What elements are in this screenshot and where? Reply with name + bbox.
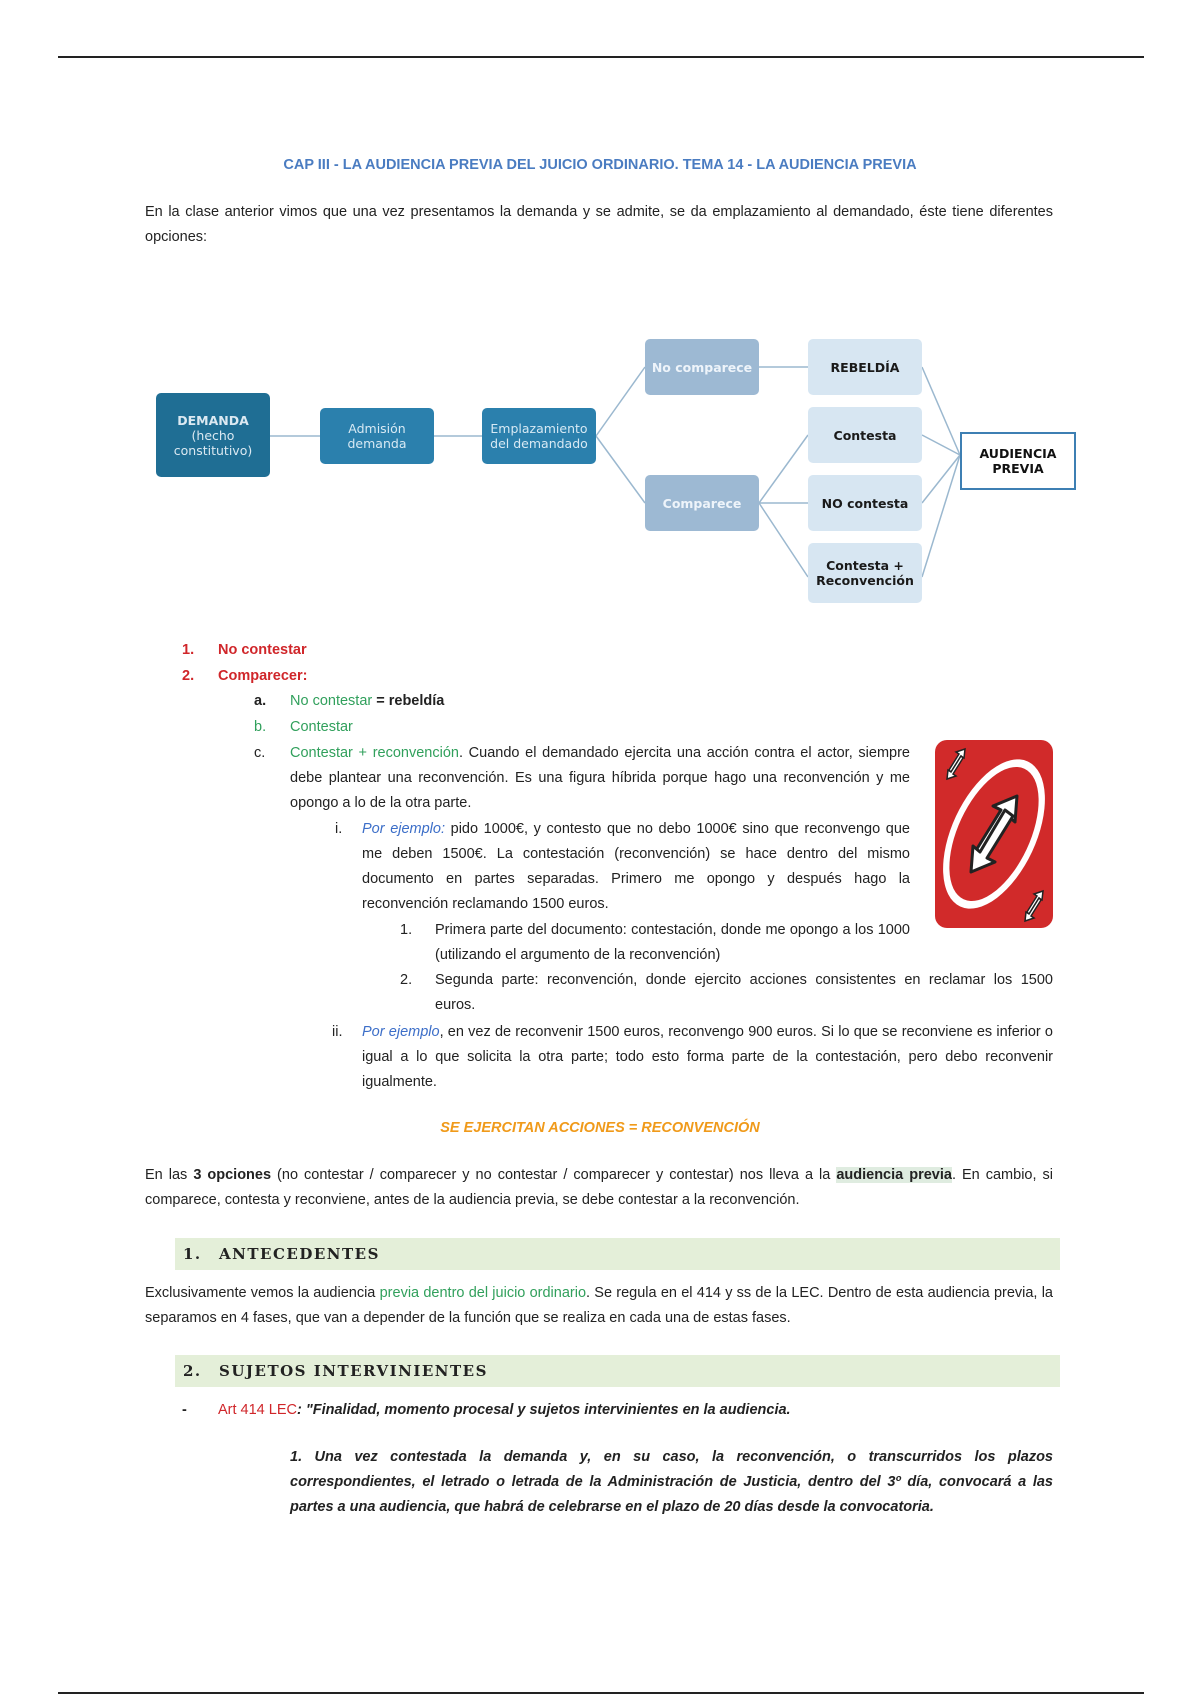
node-no-comparece: No comparece: [645, 339, 759, 395]
antecedentes-paragraph: Exclusivamente vemos la audiencia previa dentro del juicio ordinario. Se regula en el 414 y ss de la LEC. Dentro de esta audiencia previa, la separamos en 4 fases, que van a depender de la función que se realiza en cada una de estas fases.: [145, 1285, 1053, 1326]
flow-diagram: [145, 325, 1085, 615]
node-admision: Admisión demanda: [320, 408, 434, 464]
uno-reverse-card: [935, 740, 1053, 928]
section-heading-antecedentes: 1. ANTECEDENTES: [175, 1238, 1060, 1270]
section-heading-sujetos: 2. SUJETOS INTERVINIENTES: [175, 1355, 1060, 1387]
node-audiencia-previa: AUDIENCIA PREVIA: [960, 432, 1076, 490]
node-rebeldia: REBELDÍA: [808, 339, 922, 395]
node-comparece: Comparece: [645, 475, 759, 531]
node-no-contesta: NO contesta: [808, 475, 922, 531]
node-contesta-reconvencion: Contesta + Reconvención: [808, 543, 922, 603]
reverse-arrows-icon: [935, 740, 1053, 928]
options-summary-paragraph: En las 3 opciones (no contestar / comparecer y no contestar / comparecer y contestar) nos lleva a la audiencia previa. En cambio, si comparece, contesta y reconviene, antes de la audiencia previa, se debe contestar a la reconvención.: [145, 1167, 1053, 1208]
diagram-connectors: [145, 325, 1085, 615]
center-note: SE EJERCITAN ACCIONES = RECONVENCIÓN: [440, 1120, 760, 1136]
page-title: CAP III - LA AUDIENCIA PREVIA DEL JUICIO ORDINARIO. TEMA 14 - LA AUDIENCIA PREVIA: [283, 157, 917, 173]
node-contesta: Contesta: [808, 407, 922, 463]
article-quote: 1. Una vez contestada la demanda y, en su caso, la reconvención, o transcurridos los plazos correspondientes, el letrado o letrada de la Administración de Justicia, dentro del 3º día, convocará a las partes a una audiencia, que habrá de celebrarse en el plazo de 20 días desde la convocatoria.: [290, 1449, 1053, 1515]
node-emplazamiento: Emplazamiento del demandado: [482, 408, 596, 464]
node-demanda: DEMANDA (hecho constitutivo): [156, 393, 270, 477]
top-rule: [58, 56, 1144, 58]
intro-paragraph: En la clase anterior vimos que una vez presentamos la demanda y se admite, se da emplazamiento al demandado, éste tiene diferentes opciones:: [145, 204, 1053, 245]
bottom-rule: [58, 1692, 1144, 1694]
